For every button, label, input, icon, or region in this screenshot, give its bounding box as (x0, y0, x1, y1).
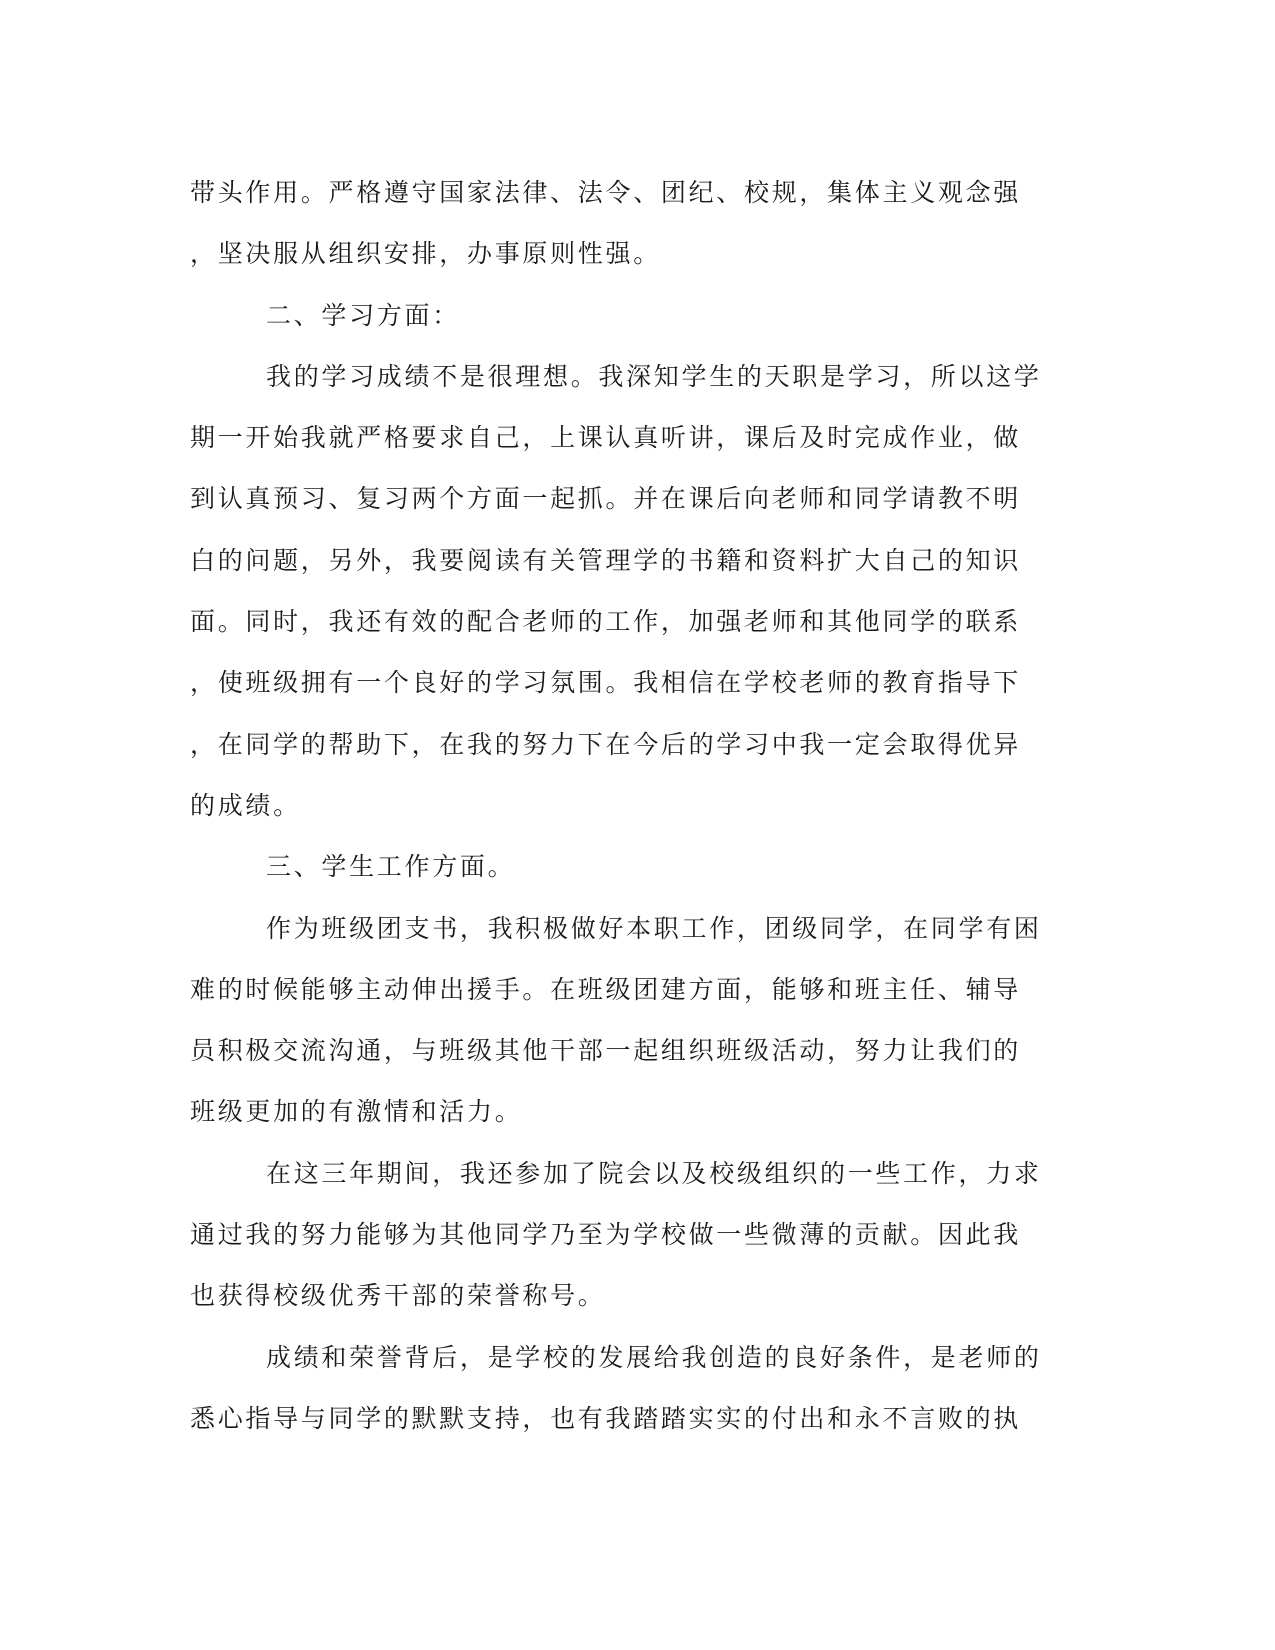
text-line: 也获得校级优秀干部的荣誉称号。 (190, 1281, 606, 1311)
document-body (190, 162, 1090, 1449)
text-line: 面。同时，我还有效的配合老师的工作，加强老师和其他同学的联系 (190, 607, 1022, 637)
text-line: 我的学习成绩不是很理想。我深知学生的天职是学习，所以这学 (266, 361, 1042, 391)
text-line: 班级更加的有激情和活力。 (190, 1097, 523, 1127)
text-line: 员积极交流沟通，与班级其他干部一起组织班级活动，努力让我们的 (190, 1036, 1022, 1066)
text-line: 通过我的努力能够为其他同学乃至为学校做一些微薄的贡献。因此我 (190, 1220, 1022, 1250)
text-line: 的成绩。 (190, 790, 301, 820)
text-line: ，使班级拥有一个良好的学习氛围。我相信在学校老师的教育指导下 (190, 668, 1022, 698)
text-line: 带头作用。严格遵守国家法律、法令、团纪、校规，集体主义观念强 (190, 178, 1022, 207)
text-line: ，在同学的帮助下，在我的努力下在今后的学习中我一定会取得优异 (190, 729, 1022, 759)
section-heading-student-work: 三、学生工作方面。 (266, 852, 516, 882)
section-heading-study: 二、学习方面： (266, 300, 460, 330)
text-line: 白的问题，另外，我要阅读有关管理学的书籍和资料扩大自己的知识 (190, 545, 1022, 575)
text-line: 在这三年期间，我还参加了院会以及校级组织的一些工作，力求 (266, 1158, 1042, 1188)
text-line: 难的时候能够主动伸出援手。在班级团建方面，能够和班主任、辅导 (190, 974, 1022, 1004)
text-line: 期一开始我就严格要求自己，上课认真听讲，课后及时完成作业，做 (190, 423, 1022, 453)
text-line: 到认真预习、复习两个方面一起抓。并在课后向老师和同学请教不明 (190, 484, 1022, 514)
text-line: ，坚决服从组织安排，办事原则性强。 (190, 239, 661, 269)
text-line: 作为班级团支书，我积极做好本职工作，团级同学，在同学有困 (266, 913, 1042, 943)
text-line: 成绩和荣誉背后，是学校的发展给我创造的良好条件，是老师的 (266, 1342, 1042, 1372)
text-line: 悉心指导与同学的默默支持，也有我踏踏实实的付出和永不言败的执 (190, 1403, 1022, 1433)
